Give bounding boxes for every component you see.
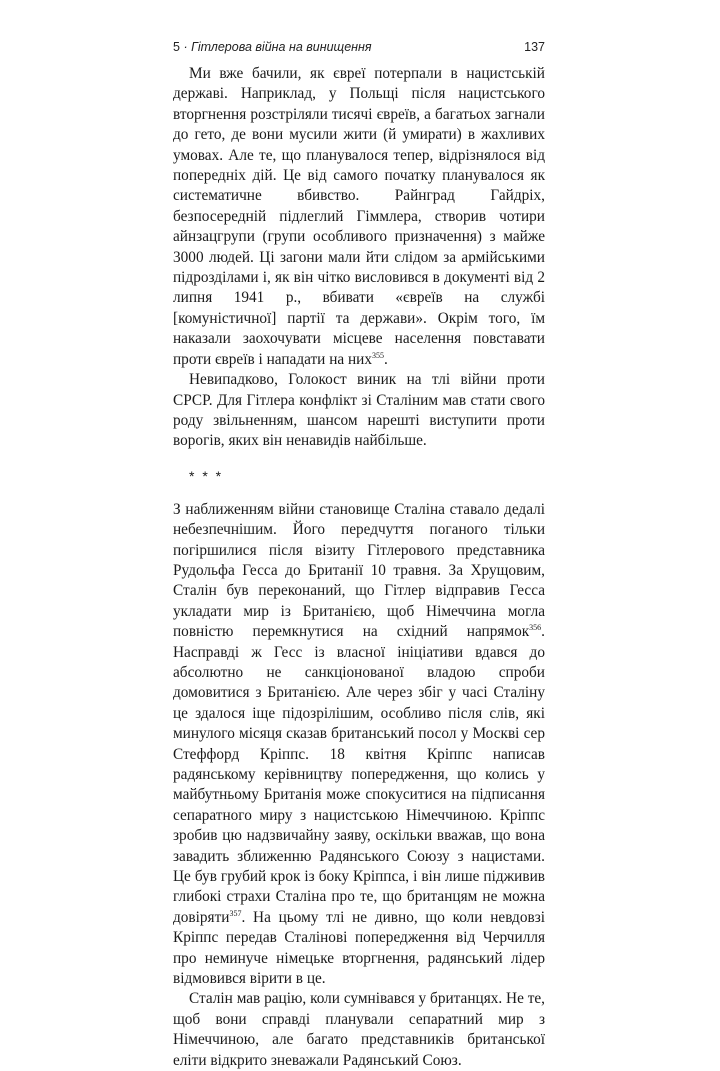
page-number: 137 [524,40,545,54]
paragraph-3-text-b: . Насправді ж Гесс із власної ініціативи вдався до абсолютно не санкціонованої владою спроби домовитися з Британією. Але через збіг у часі Сталіну це здалося іще підозрілішим, особливо після слів, які минулого місяця сказав британський посол у Москві сер Стеффорд Кріппс. 18 квітня Кріппс написав радянському керівництву попередження, що колись у майбутньому Британія може спокуситися на підписання сепаратного миру з нацистською Німеччиною. Кріппс зробив цю надзвичайну заяву, оскільки вважав, що вона завадить зближенню Радянського Союзу з нацистами. Це був грубий крок із боку Кріппса, і він лише підживив глибокі страхи Сталіна про те, що британцям не можна довіряти [173,623,545,926]
chapter-title: Гітлерова війна на винищення [191,40,372,54]
section-break: * * * [189,467,224,484]
paragraph-2 [173,370,545,452]
chapter-heading [173,40,372,54]
running-head [173,40,545,54]
footnote-ref-356: 356 [529,623,542,633]
chapter-number: 5 [173,40,180,54]
paragraph-4 [173,989,545,1071]
footnote-ref-355: 355 [372,350,385,360]
paragraph-2-text: Невипадково, Голокост виник на тлі війни проти СРСР. Для Гітлера конфлікт зі Сталіним мав стати свого роду звільненням, шансом нарешті виступити проти ворогів, яких він ненавидів найбільше. [173,371,545,450]
footnote-ref-357: 357 [229,908,242,918]
paragraph-4-text: Сталін мав рацію, коли сумнівався у британцях. Не те, щоб вони справді планували сепаратний мир з Німеччиною, але багато представників британської еліти відкрито зневажали Радянський Союз. [173,990,545,1069]
body-text [173,64,545,1071]
paragraph-3-text-a: З наближенням війни становище Сталіна ставало дедалі небезпечнішим. Його передчуття поганого тільки погіршилися після візиту Гітлерового представника Рудольфа Гесса до Британії 10 травня. За Хрущовим, Сталін був переконаний, що Гітлер відправив Гесса укладати мир із Британією, щоб Німеччина могла повністю перемкнутися на східний напрямок [173,500,545,641]
separator: · [183,40,188,54]
paragraph-3-text-c: . На цьому тлі не дивно, що коли невдовзі Кріппс передав Сталінові попередження від Черчилля про неминуче німецьке вторгнення, радянський лідер відмовився вірити в це. [173,908,545,988]
paragraph-3 [173,500,545,990]
paragraph-1-end: . [384,350,388,368]
paragraph-1 [173,64,545,370]
paragraph-1-text: Ми вже бачили, як євреї потерпали в нацистській державі. Наприклад, у Польщі після нацистського вторгнення розстріляли тисячі євреїв, а багатьох загнали до гето, де вони мусили жити (й умирати) в жахливих умовах. Але те, що планувалося тепер, відрізнялося від попередніх дій. Це від самого початку планувалося як систематичне вбивство. Райнград Гайдріх, безпосередній підлеглий Гіммлера, створив чотири айнзацгрупи (групи особливого призначення) з майже 3000 людей. Ці загони мали йти слідом за армійськими підрозділами і, як він чітко висловився в документі від 2 липня 1941 р., вбивати «євреїв на службі [комуністичної] партії та держави». Окрім того, їм наказали заохочувати місцеве населення повставати проти євреїв і нападати на них [173,65,545,368]
